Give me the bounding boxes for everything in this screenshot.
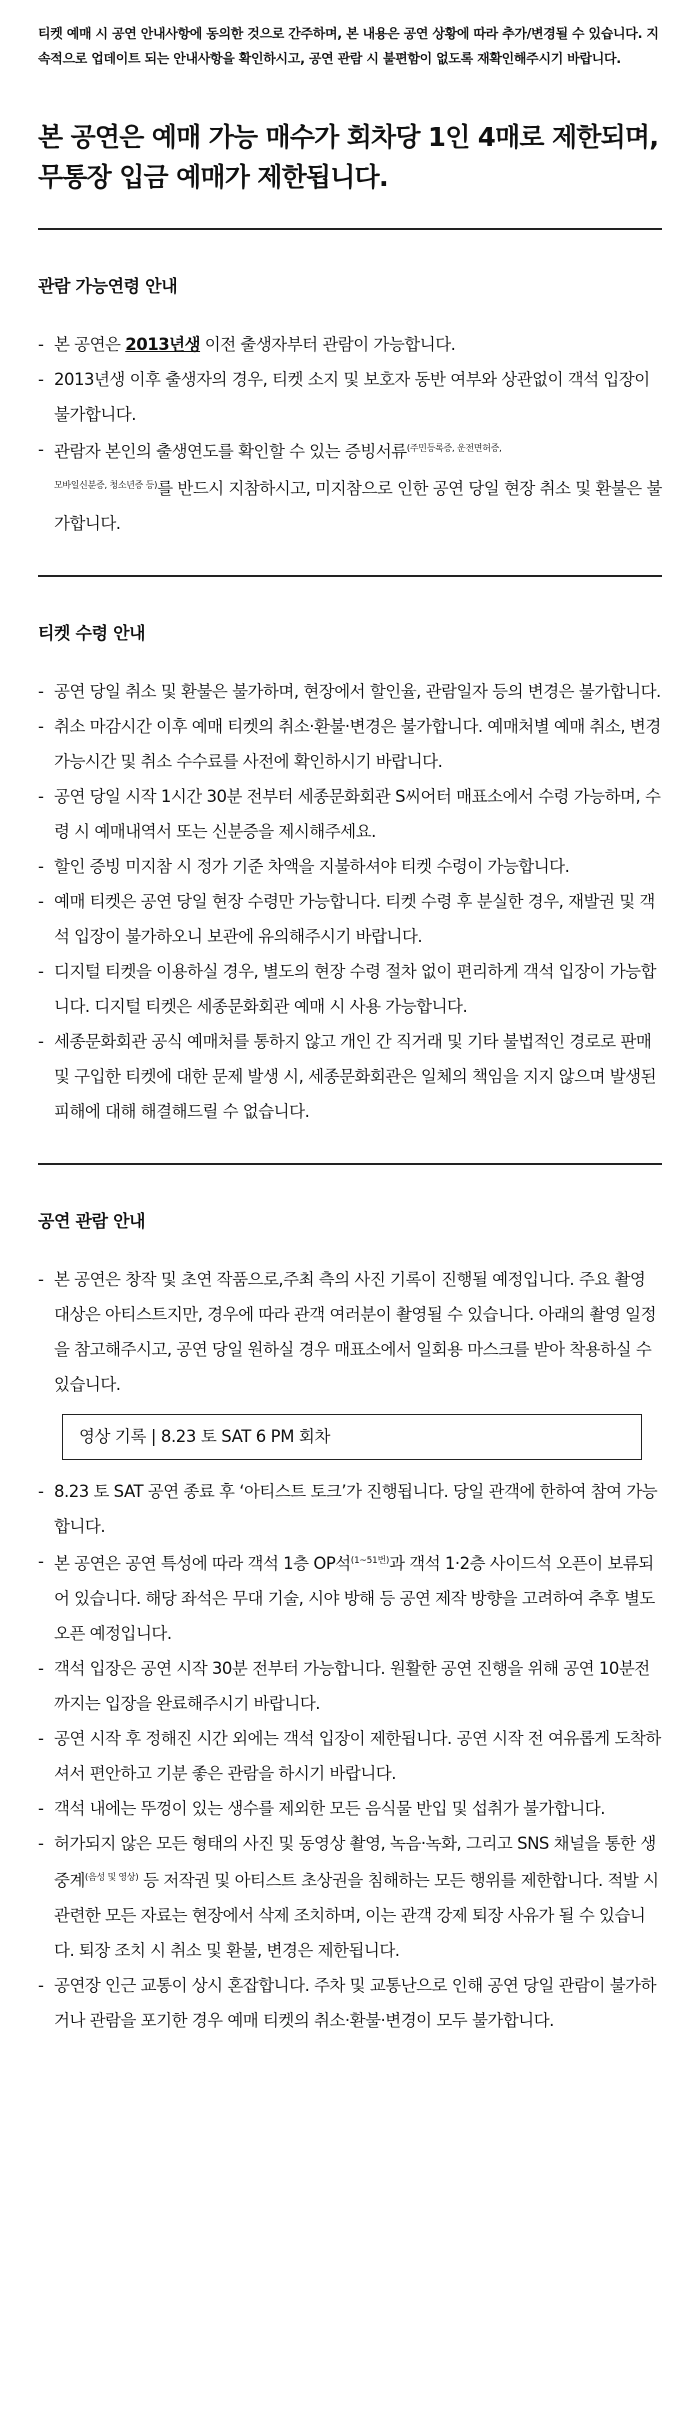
list-item: - 예매 티켓은 공연 당일 현장 수령만 가능합니다. 티켓 수령 후 분실한 경우, 재발권 및 객석 입장이 불가하오니 보관에 유의해주시기 바랍니다.	[38, 884, 662, 954]
age-section	[38, 230, 662, 575]
list-item: - 할인 증빙 미지참 시 정가 기준 차액을 지불하셔야 티켓 수령이 가능합니다.	[38, 849, 662, 884]
list-item: - 공연장 인근 교통이 상시 혼잡합니다. 주차 및 교통난으로 인해 공연 당일 관람이 불가하거나 관람을 포기한 경우 예매 티켓의 취소·환불·변경이 모두 불가합니다.	[38, 1968, 662, 2038]
viewing-section	[38, 1165, 662, 2072]
ticket-list	[38, 674, 662, 1129]
birth-year-highlight: 2013년생	[125, 335, 201, 354]
list-item: - 본 공연은 2013년생 이전 출생자부터 관람이 가능합니다.	[38, 327, 662, 362]
viewing-section-title: 공연 관람 안내	[38, 1212, 146, 1232]
age-section-title: 관람 가능연령 안내	[38, 277, 178, 297]
age-list	[38, 327, 662, 541]
list-item: - 관람자 본인의 출생연도를 확인할 수 있는 증빙서류$^{(주민등록증, 운전면허증,}$ $^{모바일신분증, 청소년증 등)}$를 반드시 지참하시고, 미지참으로 인한 공연 당일 현장 취소 및 환불은 불가합니다.	[38, 432, 662, 541]
broadcast-type-note: (음성 및 영상)	[84, 1873, 139, 1883]
list-item: - 본 공연은 창작 및 초연 작품으로,주최 측의 사진 기록이 진행될 예정입니다. 주요 촬영 대상은 아티스트지만, 경우에 따라 관객 여러분이 촬영될 수 있습니다. 아래의 촬영 일정을 참고해주시고, 공연 당일 원하실 경우 매표소에서 일회용 마스크를 받아 착용하실 수 있습니다.	[38, 1262, 662, 1402]
viewing-list-continued	[38, 1474, 662, 2038]
op-seat-range-note: (1~51번)	[350, 1556, 390, 1566]
list-item: - 공연 시작 후 정해진 시간 외에는 객석 입장이 제한됩니다. 공연 시작 전 여유롭게 도착하셔서 편안하고 기분 좋은 관람을 하시기 바랍니다.	[38, 1721, 662, 1791]
list-item: - 공연 당일 시작 1시간 30분 전부터 세종문화회관 S씨어터 매표소에서 수령 가능하며, 수령 시 예매내역서 또는 신분증을 제시해주세요.	[38, 779, 662, 849]
list-item: - 본 공연은 공연 특성에 따라 객석 1층 OP석$^{(1\sim 51번)}$과 객석 1·2층 사이드석 오픈이 보류되어 있습니다. 해당 좌석은 무대 기술, 시야 방해 등 공연 제작 방향을 고려하여 추후 별도 오픈 예정입니다.	[38, 1544, 662, 1651]
list-item: - 취소 마감시간 이후 예매 티켓의 취소·환불·변경은 불가합니다. 예매처별 예매 취소, 변경 가능시간 및 취소 수수료를 사전에 확인하시기 바랍니다.	[38, 709, 662, 779]
ticket-section-title: 티켓 수령 안내	[38, 624, 146, 644]
list-item: - 객석 입장은 공연 시작 30분 전부터 가능합니다. 원활한 공연 진행을 위해 공연 10분전까지는 입장을 완료해주시기 바랍니다.	[38, 1651, 662, 1721]
list-item: - 세종문화회관 공식 예매처를 통하지 않고 개인 간 직거래 및 기타 불법적인 경로로 판매 및 구입한 티켓에 대한 문제 발생 시, 세종문화회관은 일체의 책임을 지지 않으며 발생된 피해에 대해 해결해드릴 수 없습니다.	[38, 1024, 662, 1129]
list-item: - 8.23 토 SAT 공연 종료 후 ‘아티스트 토크’가 진행됩니다. 당일 관객에 한하여 참여 가능합니다.	[38, 1474, 662, 1544]
id-types-note: (주민등록증, 운전면허증,	[406, 444, 502, 454]
id-types-note-2: 모바일신분증, 청소년증 등)	[54, 481, 158, 491]
viewing-list	[38, 1262, 662, 1402]
list-item: - 디지털 티켓을 이용하실 경우, 별도의 현장 수령 절차 없이 편리하게 객석 입장이 가능합니다. 디지털 티켓은 세종문화회관 예매 시 사용 가능합니다.	[38, 954, 662, 1024]
list-item: - 2013년생 이후 출생자의 경우, 티켓 소지 및 보호자 동반 여부와 상관없이 객석 입장이 불가합니다.	[38, 362, 662, 432]
list-item: - 허가되지 않은 모든 형태의 사진 및 동영상 촬영, 녹음·녹화, 그리고 SNS 채널을 통한 생중계$^{(음성 및 영상)}$ 등 저작권 및 아티스트 초상권을 침해하는 모든 행위를 제한합니다. 적발 시 관련한 모든 자료는 현장에서 삭제 조치하며, 이는 관객 강제 퇴장 사유가 될 수 있습니다. 퇴장 조치 시 취소 및 환불, 변경은 제한됩니다.	[38, 1826, 662, 1968]
ticket-section	[38, 577, 662, 1163]
intro-text: 티켓 예매 시 공연 안내사항에 동의한 것으로 간주하며, 본 내용은 공연 상황에 따라 추가/변경될 수 있습니다. 지속적으로 업데이트 되는 안내사항을 확인하시고, 공연 관람 시 불편함이 없도록 재확인해주시기 바랍니다.	[38, 27, 659, 67]
purchase-limit-headline: 본 공연은 예매 가능 매수가 회차당 1인 4매로 제한되며, 무통장 입금 예매가 제한됩니다.	[38, 123, 659, 193]
list-item: - 공연 당일 취소 및 환불은 불가하며, 현장에서 할인율, 관람일자 등의 변경은 불가합니다.	[38, 674, 662, 709]
list-item: - 객석 내에는 뚜껑이 있는 생수를 제외한 모든 음식물 반입 및 섭취가 불가합니다.	[38, 1791, 662, 1826]
video-record-box: 영상 기록 | 8.23 토 SAT 6 PM 회차	[62, 1414, 642, 1460]
